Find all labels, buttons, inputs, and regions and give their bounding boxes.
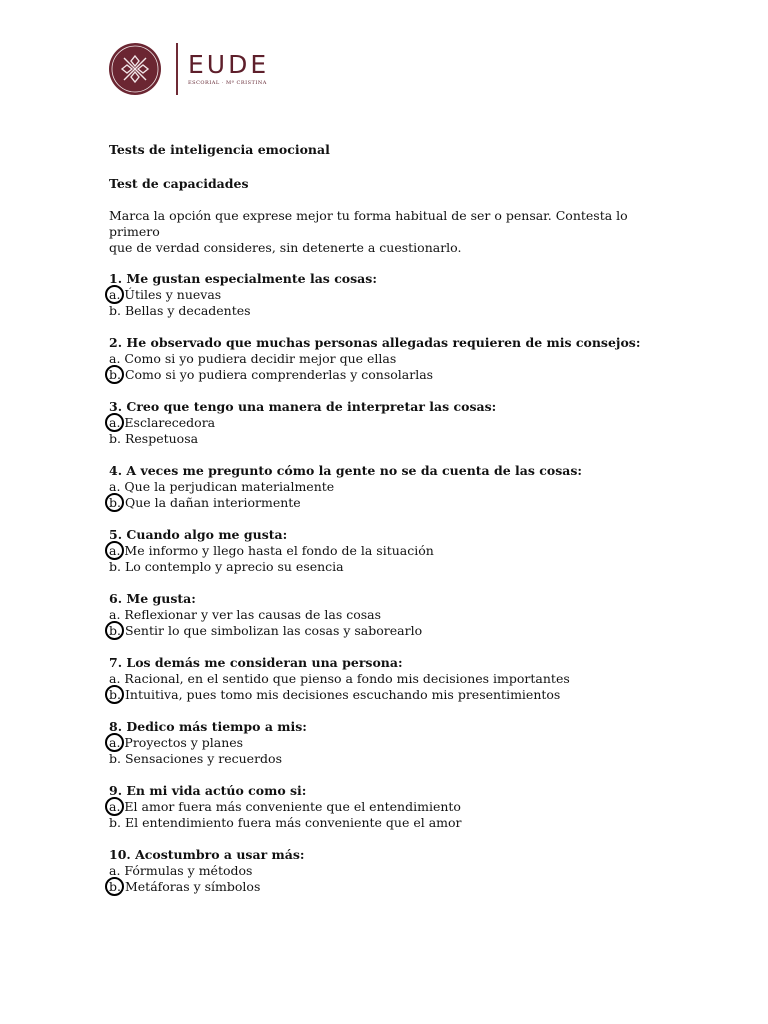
option-text: Metáforas y símbolos <box>124 879 261 894</box>
option-b[interactable] <box>109 367 669 383</box>
option-text: Racional, en el sentido que pienso a fondo mis decisiones importantes <box>124 671 570 686</box>
option-letter: a. <box>109 607 121 622</box>
intro-line: Marca la opción que exprese mejor tu forma habitual de ser o pensar. Contesta lo primero <box>109 208 628 239</box>
option-a[interactable] <box>109 671 669 687</box>
option-b[interactable] <box>109 623 669 639</box>
option-a[interactable] <box>109 415 669 431</box>
option-text: Sensaciones y recuerdos <box>124 751 282 766</box>
option-text: Respetuosa <box>124 431 199 446</box>
option-text: Esclarecedora <box>124 415 216 430</box>
brand-name: EUDE <box>188 50 270 79</box>
option-text: Como si yo pudiera comprenderlas y consolarlas <box>124 367 434 382</box>
option-b[interactable] <box>109 495 669 511</box>
question-text: 2. He observado que muchas personas allegadas requieren de mis consejos: <box>109 335 641 350</box>
question-text: 10. Acostumbro a usar más: <box>109 847 305 862</box>
option-text: Útiles y nuevas <box>124 287 222 302</box>
selected-option-letter: a. <box>109 799 121 814</box>
question-text: 9. En mi vida actúo como si: <box>109 783 307 798</box>
option-b[interactable] <box>109 815 669 831</box>
option-letter: a. <box>109 351 121 366</box>
option-text: Sentir lo que simbolizan las cosas y saborearlo <box>124 623 423 638</box>
question-text: 6. Me gusta: <box>109 591 196 606</box>
option-b[interactable] <box>109 751 669 767</box>
option-letter: a. <box>109 863 121 878</box>
option-text: Que la perjudican materialmente <box>124 479 335 494</box>
question-7 <box>109 655 669 703</box>
question-5 <box>109 527 669 575</box>
question-text: 7. Los demás me consideran una persona: <box>109 655 403 670</box>
intro-text <box>109 208 669 256</box>
option-text: Intuitiva, pues tomo mis decisiones escuchando mis presentimientos <box>124 687 561 702</box>
selected-option-letter: a. <box>109 287 121 302</box>
option-text: Como si yo pudiera decidir mejor que ellas <box>124 351 397 366</box>
option-letter: b. <box>109 303 121 318</box>
question-8 <box>109 719 669 767</box>
question-text: 8. Dedico más tiempo a mis: <box>109 719 307 734</box>
selected-option-letter: b. <box>109 879 121 894</box>
selected-option-letter: b. <box>109 623 121 638</box>
option-a[interactable] <box>109 479 669 495</box>
option-text: El amor fuera más conveniente que el entendimiento <box>124 799 461 814</box>
question-text: 5. Cuando algo me gusta: <box>109 527 288 542</box>
question-10 <box>109 847 669 895</box>
brand <box>188 52 269 86</box>
option-b[interactable] <box>109 431 669 447</box>
question-text: 3. Creo que tengo una manera de interpretar las cosas: <box>109 399 497 414</box>
option-a[interactable] <box>109 735 669 751</box>
option-text: Proyectos y planes <box>124 735 244 750</box>
selected-option-letter: a. <box>109 415 121 430</box>
selected-option-letter: b. <box>109 687 121 702</box>
option-text: Me informo y llego hasta el fondo de la situación <box>124 543 434 558</box>
selected-option-letter: a. <box>109 543 121 558</box>
option-letter: b. <box>109 751 121 766</box>
question-1 <box>109 271 669 319</box>
question-6 <box>109 591 669 639</box>
question-3 <box>109 399 669 447</box>
brand-subtitle: ESCORIAL · Mª CRISTINA <box>188 80 267 86</box>
option-a[interactable] <box>109 607 669 623</box>
option-a[interactable] <box>109 287 669 303</box>
question-4 <box>109 463 669 511</box>
option-b[interactable] <box>109 559 669 575</box>
selected-option-letter: b. <box>109 495 121 510</box>
option-letter: a. <box>109 479 121 494</box>
question-2 <box>109 335 669 383</box>
option-text: El entendimiento fuera más conveniente que el amor <box>124 815 462 830</box>
option-b[interactable] <box>109 687 669 703</box>
option-text: Lo contemplo y aprecio su esencia <box>124 559 344 574</box>
eude-seal-logo <box>108 42 162 96</box>
option-text: Que la dañan interiormente <box>124 495 301 510</box>
selected-option-letter: b. <box>109 367 121 382</box>
option-b[interactable] <box>109 879 669 895</box>
option-text: Reflexionar y ver las causas de las cosas <box>124 607 382 622</box>
option-a[interactable] <box>109 351 669 367</box>
header <box>108 42 269 96</box>
header-divider <box>176 43 178 95</box>
option-a[interactable] <box>109 543 669 559</box>
question-text: 1. Me gustan especialmente las cosas: <box>109 271 377 286</box>
option-a[interactable] <box>109 863 669 879</box>
question-text: 4. A veces me pregunto cómo la gente no se da cuenta de las cosas: <box>109 463 583 478</box>
option-a[interactable] <box>109 799 669 815</box>
option-letter: a. <box>109 671 121 686</box>
option-letter: b. <box>109 431 121 446</box>
question-list <box>109 271 669 895</box>
question-9 <box>109 783 669 831</box>
selected-option-letter: a. <box>109 735 121 750</box>
option-letter: b. <box>109 815 121 830</box>
option-letter: b. <box>109 559 121 574</box>
option-text: Bellas y decadentes <box>124 303 251 318</box>
document-body <box>109 140 669 911</box>
option-b[interactable] <box>109 303 669 319</box>
document-title: Tests de inteligencia emocional <box>109 142 330 157</box>
option-text: Fórmulas y métodos <box>124 863 253 878</box>
document-subtitle: Test de capacidades <box>109 176 249 191</box>
intro-line: que de verdad consideres, sin detenerte a cuestionarlo. <box>109 240 462 255</box>
